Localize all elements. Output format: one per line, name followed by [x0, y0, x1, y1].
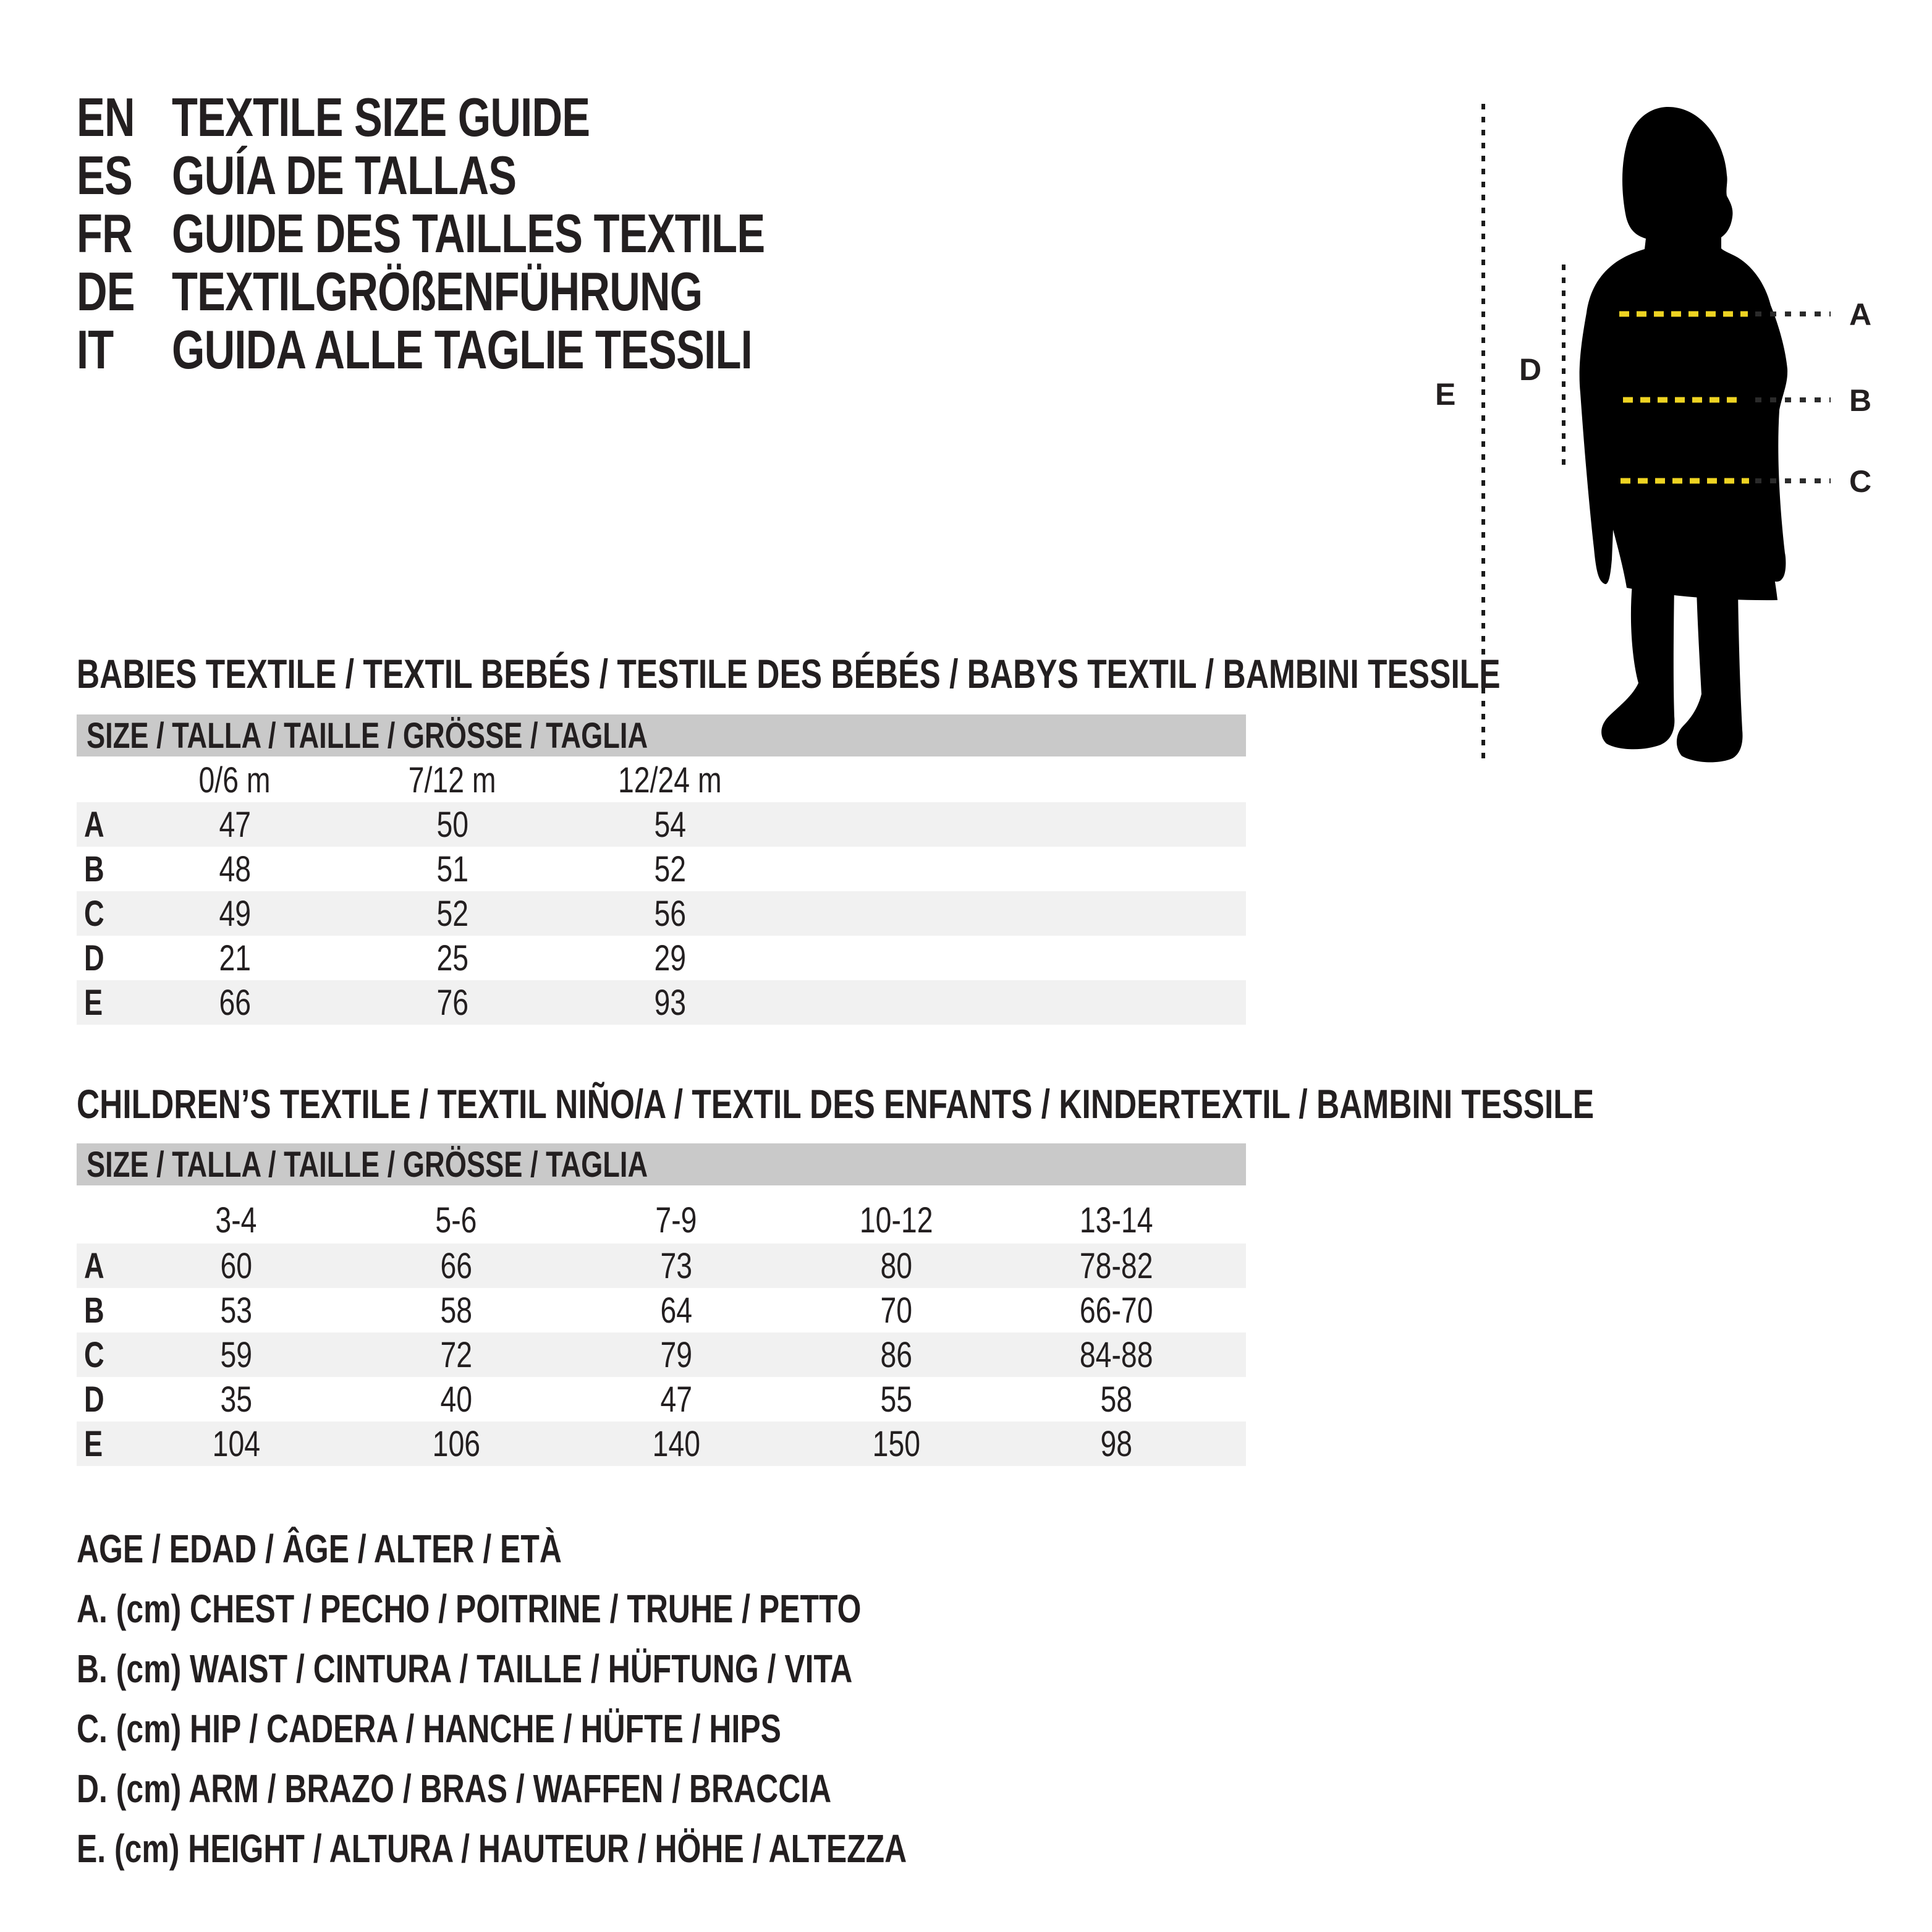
figure-label-b: B	[1849, 383, 1872, 418]
figure-label-c: C	[1849, 464, 1872, 499]
lang-code: IT	[77, 319, 114, 380]
lang-code: DE	[77, 261, 135, 322]
header-title: GUIDE DES TAILLES TEXTILE	[172, 203, 765, 264]
legend-line-height: E. (cm) HEIGHT / ALTURA / HAUTEUR / HÖHE / ALTEZZA	[77, 1826, 907, 1871]
table-row	[77, 847, 1246, 891]
header-title: TEXTILE SIZE GUIDE	[172, 87, 590, 148]
row-label: D	[84, 938, 104, 978]
children-size-header-bar: SIZE / TALLA / TAILLE / GRÖSSE / TAGLIA	[77, 1143, 1246, 1185]
cell: 150	[872, 1423, 920, 1464]
cell: 48	[219, 849, 251, 889]
column-header: 12/24 m	[618, 760, 722, 800]
cell: 25	[436, 938, 468, 978]
cell: 40	[440, 1379, 472, 1420]
silhouette-body	[1580, 107, 1787, 600]
children-column-header-row	[77, 1198, 1246, 1242]
legend-line-arm: D. (cm) ARM / BRAZO / BRAS / WAFFEN / BRACCIA	[77, 1766, 832, 1811]
cell: 140	[652, 1423, 700, 1464]
table-row	[77, 980, 1246, 1025]
row-label: B	[84, 1290, 104, 1331]
legend-line-waist: B. (cm) WAIST / CINTURA / TAILLE / HÜFTUNG / VITA	[77, 1646, 853, 1691]
cell: 52	[436, 893, 468, 934]
row-label: E	[84, 1423, 103, 1464]
column-header: 7/12 m	[409, 760, 496, 800]
cell: 53	[220, 1290, 252, 1331]
header-row-es	[77, 146, 613, 205]
header-title: TEXTILGRÖßENFÜHRUNG	[172, 261, 703, 322]
cell: 47	[660, 1379, 692, 1420]
cell: 98	[1100, 1423, 1132, 1464]
legend-line-age: AGE / EDAD / ÂGE / ALTER / ETÀ	[77, 1526, 562, 1571]
column-header: 3-4	[215, 1200, 257, 1240]
row-label: B	[84, 849, 104, 889]
column-header: 5-6	[435, 1200, 477, 1240]
legend-line-chest: A. (cm) CHEST / PECHO / POITRINE / TRUHE / PETTO	[77, 1586, 862, 1631]
table-row	[77, 936, 1246, 980]
cell: 66	[219, 982, 251, 1023]
lang-code: FR	[77, 203, 132, 264]
row-label: C	[84, 1334, 104, 1375]
table-row	[77, 891, 1246, 936]
lang-code: ES	[77, 145, 133, 206]
cell: 52	[654, 849, 686, 889]
cell: 56	[654, 893, 686, 934]
cell: 29	[654, 938, 686, 978]
children-section-title: CHILDREN’S TEXTILE / TEXTIL NIÑO/A / TEXTIL DES ENFANTS / KINDERTEXTIL / BAMBINI TESSILE	[77, 1081, 1595, 1127]
cell: 60	[220, 1245, 252, 1286]
cell: 104	[212, 1423, 260, 1464]
cell: 50	[436, 804, 468, 845]
cell: 93	[654, 982, 686, 1023]
figure-label-e: E	[1435, 377, 1456, 412]
table-row	[77, 1288, 1246, 1332]
cell: 47	[219, 804, 251, 845]
cell: 35	[220, 1379, 252, 1420]
table-row	[77, 1332, 1246, 1377]
legend-line-hip: C. (cm) HIP / CADERA / HANCHE / HÜFTE / HIPS	[77, 1706, 781, 1751]
cell: 73	[660, 1245, 692, 1286]
row-label: E	[84, 982, 103, 1023]
cell: 64	[660, 1290, 692, 1331]
column-header: 0/6 m	[198, 760, 271, 800]
cell: 51	[436, 849, 468, 889]
cell: 55	[880, 1379, 912, 1420]
row-label: A	[84, 1245, 104, 1286]
table-row	[77, 802, 1246, 847]
header-row-fr	[77, 205, 932, 263]
cell: 84-88	[1079, 1334, 1153, 1375]
column-header: 10-12	[859, 1200, 933, 1240]
babies-column-header-row	[77, 758, 1246, 802]
cell: 66-70	[1079, 1290, 1153, 1331]
column-header: 7-9	[655, 1200, 697, 1240]
cell: 66	[440, 1245, 472, 1286]
cell: 78-82	[1079, 1245, 1153, 1286]
column-header: 13-14	[1079, 1200, 1153, 1240]
cell: 70	[880, 1290, 912, 1331]
table-row	[77, 1377, 1246, 1421]
header-row-de	[77, 263, 852, 321]
row-label: D	[84, 1379, 104, 1420]
lang-code: EN	[77, 87, 135, 148]
figure-label-a: A	[1849, 297, 1872, 332]
header-title: GUIDA ALLE TAGLIE TESSILI	[172, 319, 752, 380]
row-label: A	[84, 804, 104, 845]
babies-size-header-bar: SIZE / TALLA / TAILLE / GRÖSSE / TAGLIA	[77, 714, 1246, 756]
cell: 58	[1100, 1379, 1132, 1420]
cell: 72	[440, 1334, 472, 1375]
babies-section-title: BABIES TEXTILE / TEXTIL BEBÉS / TESTILE DES BÉBÉS / BABYS TEXTIL / BAMBINI TESSILE	[77, 651, 1501, 697]
cell: 58	[440, 1290, 472, 1331]
header-title: GUÍA DE TALLAS	[172, 145, 517, 206]
cell: 76	[436, 982, 468, 1023]
table-row	[77, 1244, 1246, 1288]
cell: 79	[660, 1334, 692, 1375]
cell: 106	[432, 1423, 480, 1464]
cell: 59	[220, 1334, 252, 1375]
cell: 49	[219, 893, 251, 934]
row-label: C	[84, 893, 104, 934]
table-row	[77, 1421, 1246, 1466]
header-row-en	[77, 88, 708, 146]
header-row-it	[77, 321, 916, 379]
figure-label-d: D	[1519, 352, 1542, 387]
cell: 86	[880, 1334, 912, 1375]
cell: 21	[219, 938, 251, 978]
cell: 80	[880, 1245, 912, 1286]
cell: 54	[654, 804, 686, 845]
